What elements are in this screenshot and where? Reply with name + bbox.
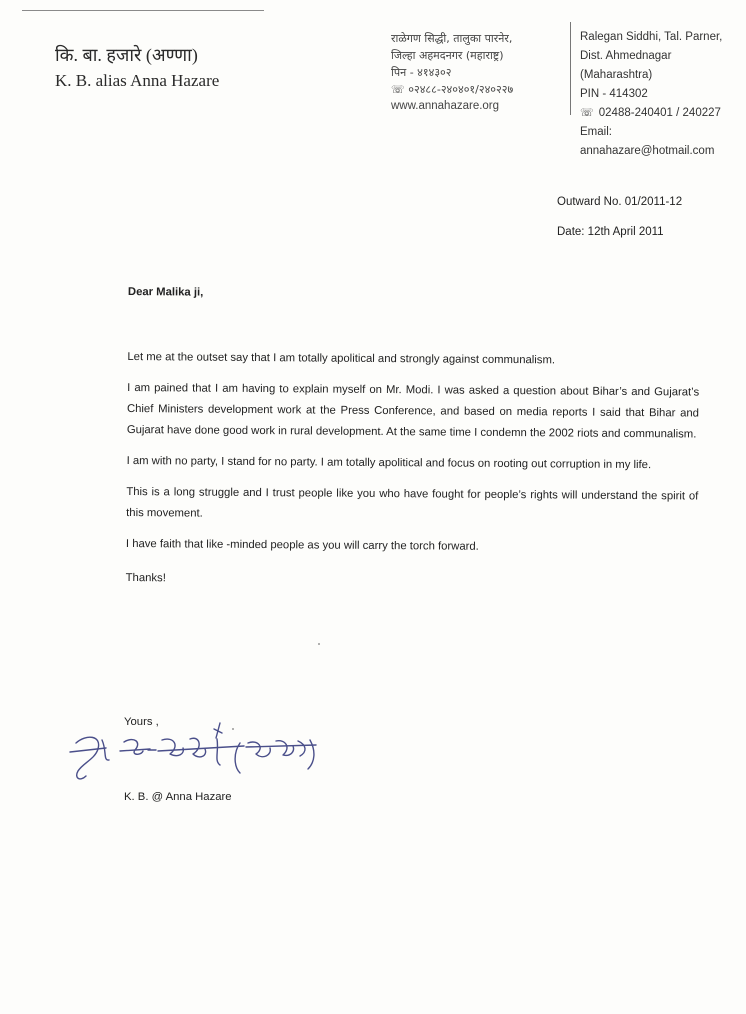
letter-meta xyxy=(557,187,682,247)
paper-speck xyxy=(318,643,320,645)
address-english-line: PIN - 414302 xyxy=(580,88,648,100)
phone-icon: ☏ xyxy=(580,107,594,119)
phone-number: 02488-240401 / 240227 xyxy=(598,107,721,119)
closing: Yours , xyxy=(124,716,159,728)
phone-line xyxy=(580,104,746,123)
address-hindi xyxy=(391,30,513,115)
address-english xyxy=(580,28,746,161)
address-english-line: Dist. Ahmednagar (Maharashtra) xyxy=(580,50,672,81)
paper-speck xyxy=(232,728,234,730)
top-rule xyxy=(22,10,264,11)
address-hindi-line: जिल्हा अहमदनगर (महाराष्ट्र) xyxy=(391,49,504,62)
paragraph: I am pained that I am having to explain myself on Mr. Modi. I was asked a question about Bihar’s and Gujarat’s Chief Ministers development work at the Press Conference, and based on media reports I said that Bihar and Gujarat have done good work in rural development. At the same time I condemn the 2002 riots and communalism. xyxy=(126,381,700,441)
signer-name: K. B. @ Anna Hazare xyxy=(124,791,232,803)
website: www.annahazare.org xyxy=(391,100,500,112)
paragraph: I am with no party, I stand for no party. I am totally apolitical and focus on rooting out corruption in my life. xyxy=(126,454,652,472)
signature xyxy=(62,718,332,790)
outward-number: Outward No. 01/2011-12 xyxy=(557,196,683,208)
paragraph: Let me at the outset say that I am totally apolitical and strongly against communalism. xyxy=(127,350,556,367)
address-hindi-line: राळेगण सिद्धी, तालुका पारनेर, xyxy=(391,32,513,45)
letter-date: Date: 12th April 2011 xyxy=(557,226,664,238)
name-english: K. B. alias Anna Hazare xyxy=(55,71,220,90)
thanks: Thanks! xyxy=(125,571,166,585)
letterhead-divider xyxy=(570,22,571,115)
address-hindi-line: पिन - ४१४३०२ xyxy=(391,66,452,79)
name-hindi: कि. बा. हजारे (अण्णा) xyxy=(55,45,198,65)
paragraph: This is a long struggle and I trust people like you who have fought for people’s rights will understand the spirit of this movement. xyxy=(126,485,699,520)
letterhead-name xyxy=(55,44,219,92)
email: Email: annahazare@hotmail.com xyxy=(580,126,715,157)
salutation: Dear Malika ji, xyxy=(127,285,204,299)
address-english-line: Ralegan Siddhi, Tal. Parner, xyxy=(580,31,723,43)
address-hindi-line: ☏ ०२४८८-२४०४०१/२४०२२७ xyxy=(391,83,514,96)
letter-body xyxy=(126,283,700,603)
paragraph: I have faith that like -minded people as you will carry the torch forward. xyxy=(125,537,479,553)
